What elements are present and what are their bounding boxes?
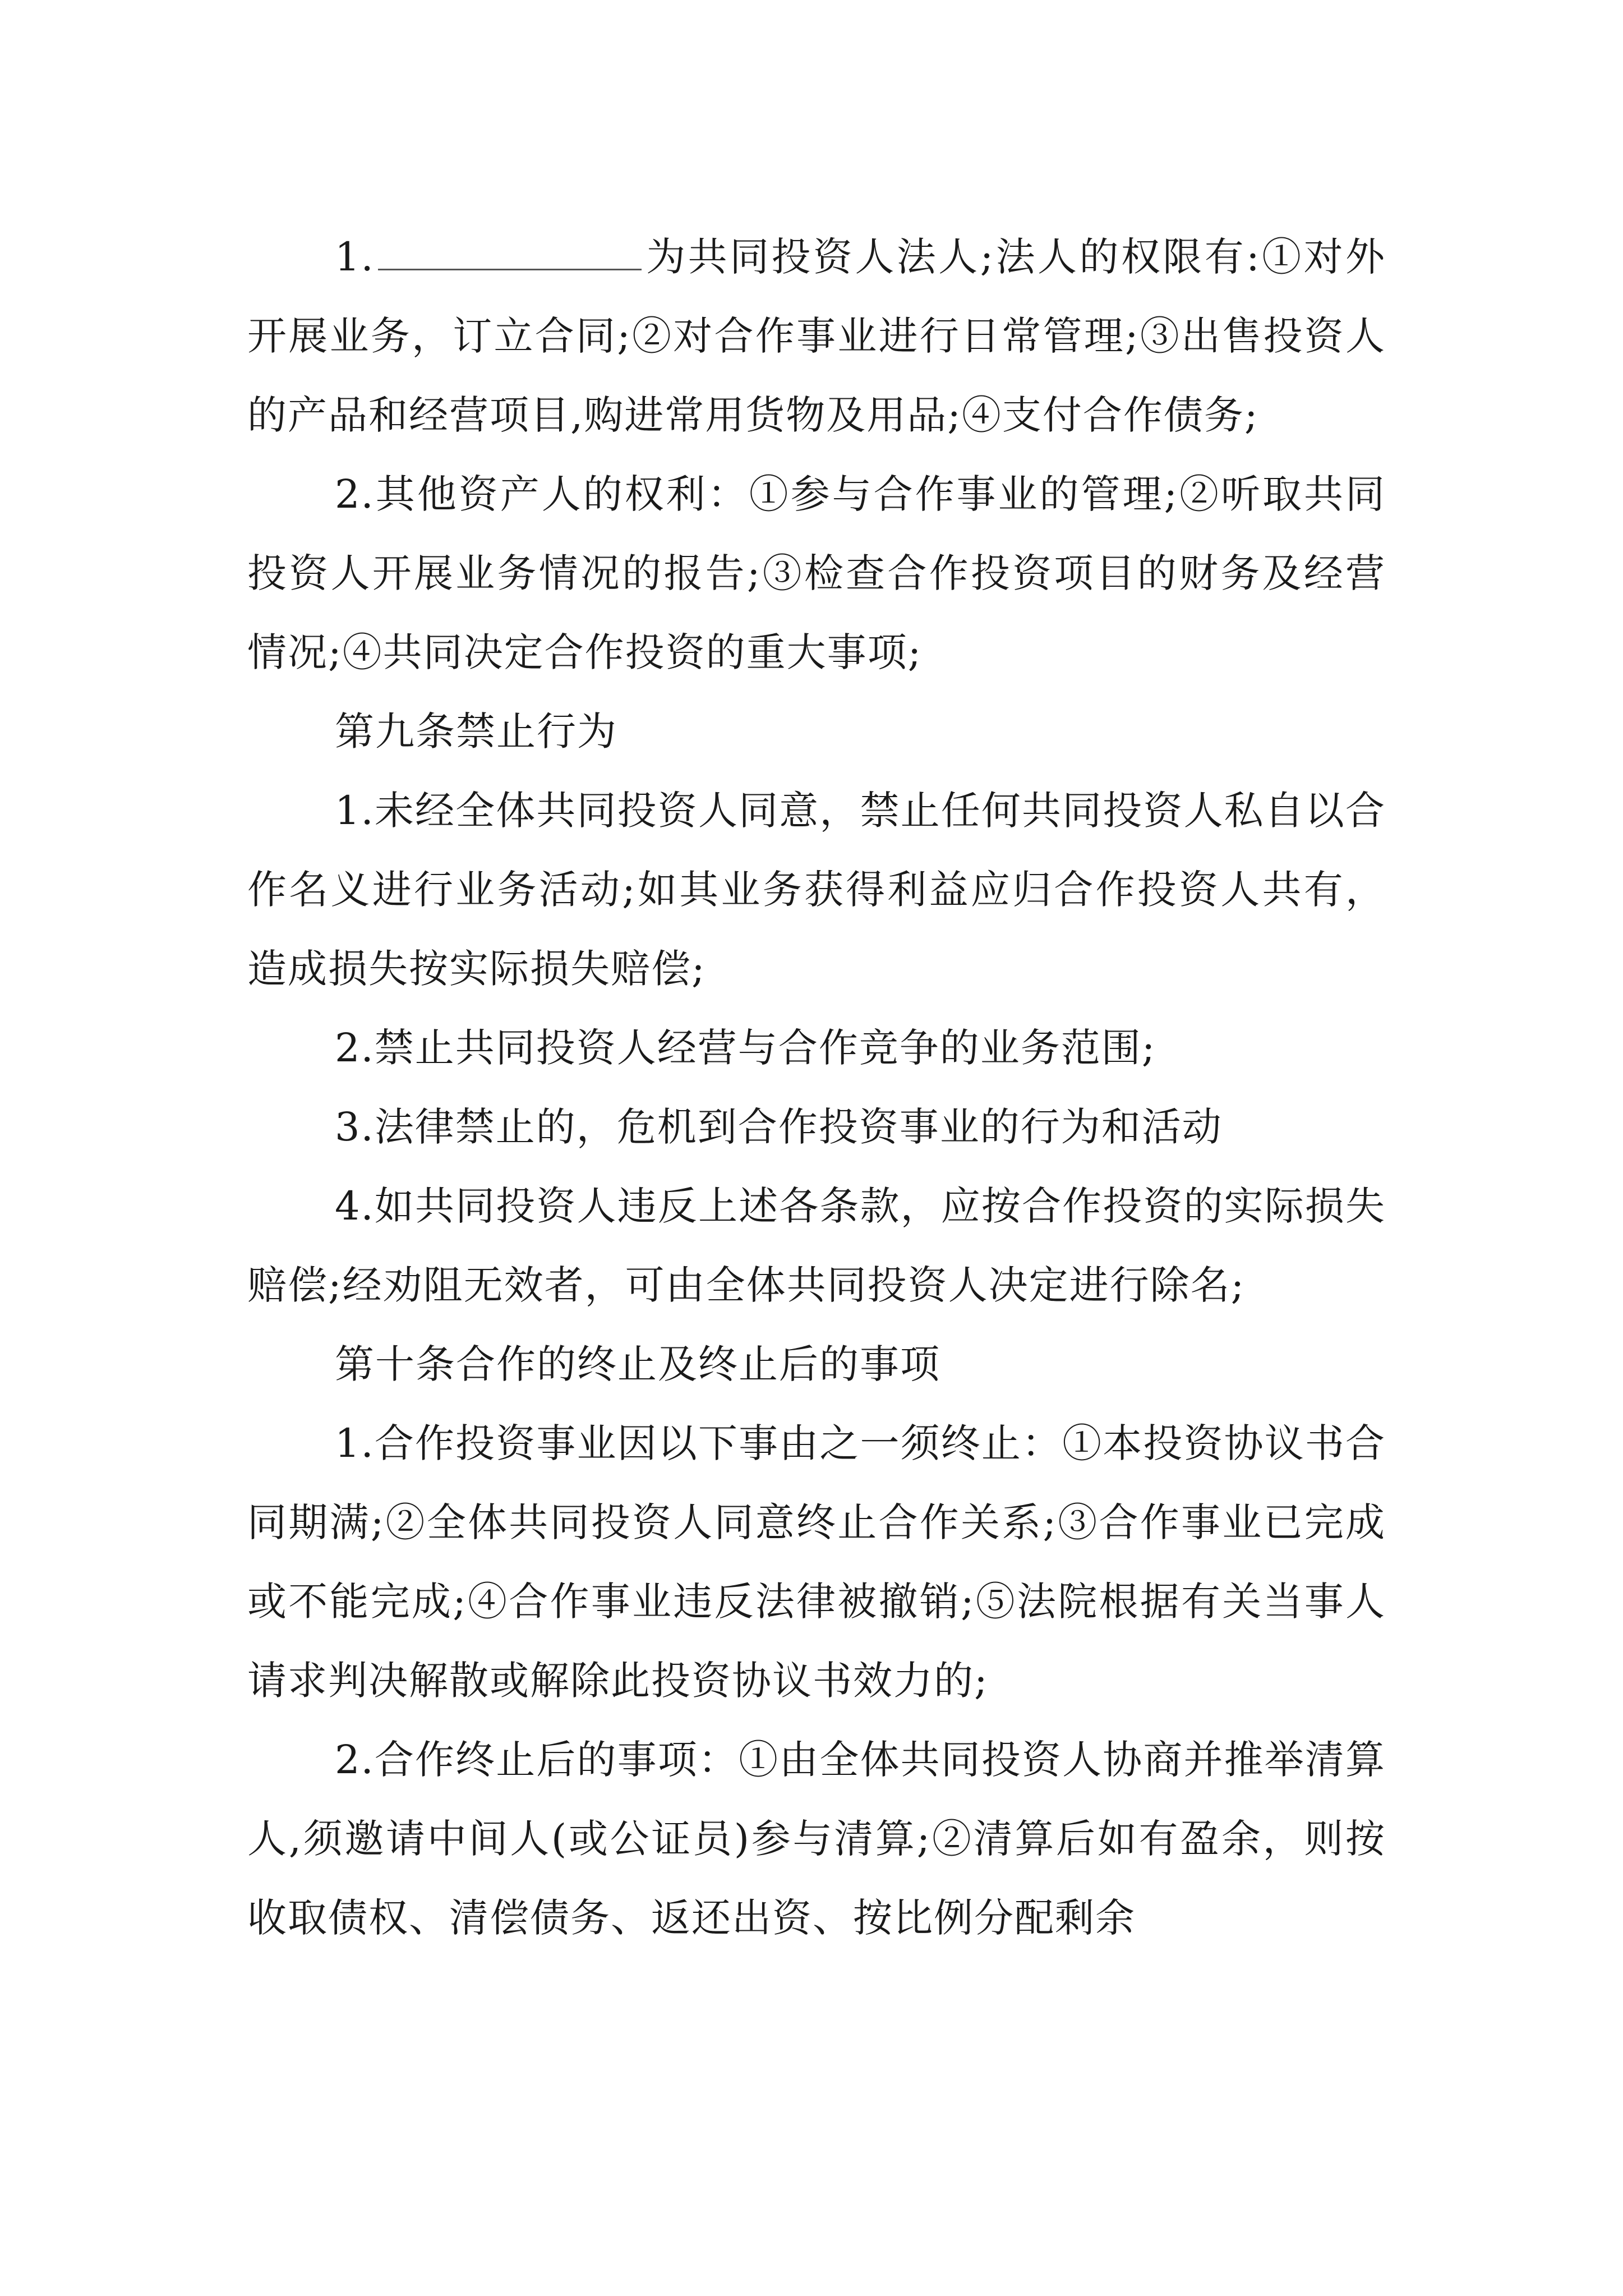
section-heading-article-9: 第九条禁止行为 [335,708,617,754]
paragraph-termination-1: 1.合作投资事业因以下事由之一须终止：①本投资协议书合同期满;②全体共同投资人同意终止合作关系;③合作事业已完成或不能完成;④合作事业违反法律被撤销;⑤法院根据有关当事人请求判决解散或解除此投资协议书效力的; [247,1420,1386,1704]
paragraph-number: 1. [335,234,375,280]
paragraph-other-rights: 2.其他资产人的权利：①参与合作事业的管理;②听取共同投资人开展业务情况的报告;③检查合作投资项目的财务及经营情况;④共同决定合作投资的重大事项; [247,471,1386,675]
paragraph-prohibition-2: 2.禁止共同投资人经营与合作竞争的业务范围; [335,1025,1156,1071]
paragraph-prohibition-4: 4.如共同投资人违反上述各条款，应按合作投资的实际损失赔偿;经劝阻无效者，可由全体共同投资人决定进行除名; [247,1183,1386,1308]
paragraph-prohibition-3: 3.法律禁止的，危机到合作投资事业的行为和活动 [335,1104,1223,1150]
section-heading-article-10: 第十条合作的终止及终止后的事项 [335,1341,940,1387]
fill-in-blank [378,234,642,270]
paragraph-termination-2: 2.合作终止后的事项：①由全体共同投资人协商并推举清算人,须邀请中间人(或公证员)参与清算;②清算后如有盈余，则按收取债权、清偿债务、返还出资、按比例分配剩余 [247,1737,1386,1941]
paragraph-legal-person-powers [247,218,1386,455]
paragraph-prohibition-1: 1.未经全体共同投资人同意，禁止任何共同投资人私自以合作名义进行业务活动;如其业务获得利益应归合作投资人共有，造成损失按实际损失赔偿; [247,788,1386,992]
document-body [247,218,1386,1958]
paragraph-text: 为共同投资人法人;法人的权限有:①对外开展业务，订立合同;②对合作事业进行日常管理;③出售投资人的产品和经营项目,购进常用货物及用品;④支付合作债务; [247,234,1386,438]
